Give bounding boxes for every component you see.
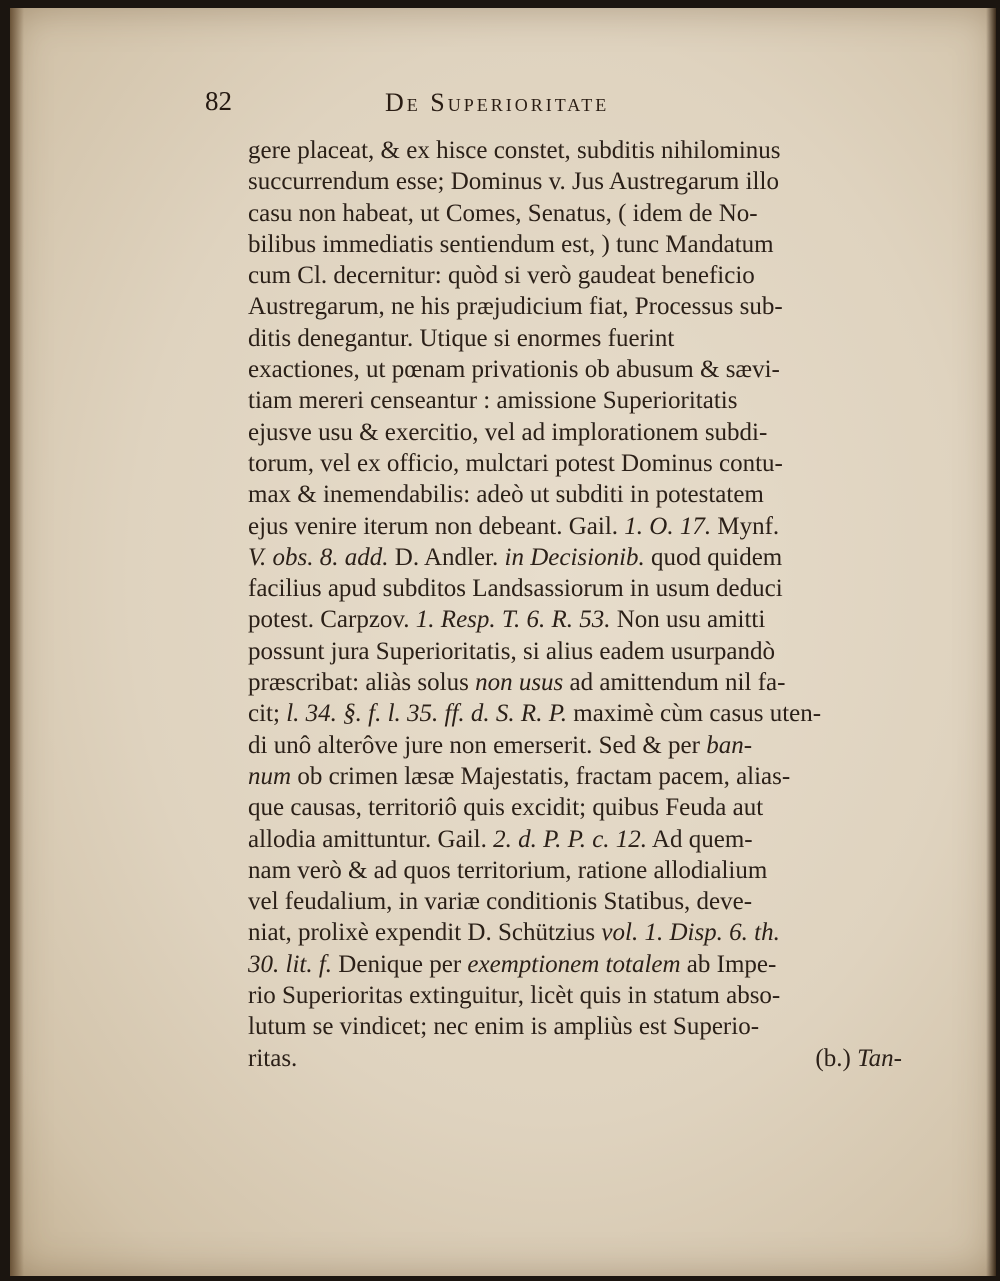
text-run: D. Andler.	[388, 543, 505, 571]
italic-citation: ban-	[706, 731, 753, 759]
text-line	[248, 260, 908, 291]
text-run: possunt jura Superioritatis, si alius eadem usurpandò	[248, 637, 776, 665]
page-gutter-shadow	[10, 8, 24, 1276]
italic-citation: exemptionem totalem	[467, 950, 681, 978]
text-line	[248, 417, 908, 448]
text-line	[248, 291, 908, 322]
text-line	[248, 542, 908, 573]
italic-citation: vol. 1. Disp. 6. th.	[601, 919, 780, 947]
text-line	[248, 730, 908, 761]
italic-citation: l. 34. §. f. l. 35. ff. d. S. R. P.	[286, 700, 567, 728]
text-run: nam verò & ad quos territorium, ratione allodialium	[248, 856, 768, 884]
text-run: di unô alterôve jure non emerserit. Sed & per	[248, 731, 707, 759]
catchword-italic: Tan-	[857, 1044, 902, 1072]
text-run: casu non habeat, ut Comes, Senatus, ( idem de No-	[248, 199, 758, 227]
text-line	[248, 573, 908, 604]
italic-citation: non usus	[475, 669, 564, 697]
text-run: cum Cl. decernitur: quòd si verò gaudeat beneficio	[248, 262, 755, 290]
text-run: exactiones, ut pœnam privationis ob abusum & sævi-	[248, 356, 780, 384]
text-line	[248, 385, 908, 416]
text-line	[248, 1011, 908, 1042]
text-line	[248, 698, 908, 729]
text-line	[248, 479, 908, 510]
text-line	[248, 1043, 908, 1074]
text-run: ejusve usu & exercitio, vel ad implorationem subdi-	[248, 418, 768, 446]
text-run: quod quidem	[644, 543, 783, 571]
italic-citation: 2. d. P. P. c. 12.	[493, 825, 648, 853]
italic-citation: 1. O. 17.	[624, 512, 712, 540]
text-run: maximè cùm casus uten-	[567, 700, 822, 728]
text-run: Non usu amitti	[610, 606, 766, 634]
text-run: ab Impe-	[680, 950, 777, 978]
body-text	[248, 135, 908, 1074]
text-run: Denique per	[332, 950, 468, 978]
text-line	[248, 824, 908, 855]
text-run: ad amittendum nil fa-	[563, 669, 786, 697]
text-line	[248, 229, 908, 260]
italic-citation: V. obs. 8. add.	[248, 543, 389, 571]
text-run: rio Superioritas extinguitur, licèt quis in statum abso-	[248, 982, 781, 1010]
italic-citation: 1. Resp. T. 6. R. 53.	[415, 606, 611, 634]
text-line	[248, 135, 908, 166]
text-line	[248, 792, 908, 823]
text-run: allodia amittuntur. Gail.	[248, 825, 494, 853]
text-line	[248, 604, 908, 635]
text-line	[248, 511, 908, 542]
text-run: facilius apud subditos Landsassiorum in usum deduci	[248, 575, 783, 603]
text-run: max & inemendabilis: adeò ut subditi in potestatem	[248, 481, 764, 509]
text-run: cit;	[248, 700, 287, 728]
catchword	[815, 1043, 908, 1074]
running-title: De Superioritate	[385, 88, 610, 117]
text-run: succurrendum esse; Dominus v. Jus Austregarum illo	[248, 168, 779, 196]
text-line	[248, 980, 908, 1011]
text-run: ob crimen læsæ Majestatis, fractam pacem, alias-	[291, 762, 791, 790]
text-run: ritas.	[248, 1044, 298, 1072]
text-run: gere placeat, & ex hisce constet, subditis nihilominus	[248, 137, 781, 164]
text-line	[248, 667, 908, 698]
text-run: torum, vel ex officio, mulctari potest Dominus contu-	[248, 449, 783, 477]
text-run: ditis denegantur. Utique si enormes fuerint	[248, 324, 675, 352]
text-run: tiam mereri censeantur : amissione Superioritatis	[248, 387, 738, 415]
italic-citation: 30. lit. f.	[248, 950, 333, 978]
text-run: lutum se vindicet; nec enim is ampliùs est Superio-	[248, 1013, 760, 1041]
text-line	[248, 761, 908, 792]
text-line	[248, 166, 908, 197]
text-run: bilibus immediatis sentiendum est, ) tunc Mandatum	[248, 230, 774, 258]
text-run: præscribat: aliàs solus	[248, 669, 476, 697]
italic-citation: in Decisionib.	[504, 543, 645, 571]
text-line	[248, 636, 908, 667]
page-edge-shadow	[986, 8, 996, 1276]
text-line	[248, 886, 908, 917]
text-line	[248, 354, 908, 385]
text-run: vel feudalium, in variæ conditionis Statibus, deve-	[248, 888, 753, 916]
text-run: ejus venire iterum non debeant. Gail.	[248, 512, 625, 540]
text-line	[248, 855, 908, 886]
text-line	[248, 448, 908, 479]
text-line	[248, 917, 908, 948]
text-run: Mynf.	[711, 512, 780, 540]
page-number: 82	[205, 86, 232, 116]
text-line	[248, 198, 908, 229]
catchword-text: (b.)	[815, 1044, 858, 1072]
italic-citation: num	[248, 762, 292, 790]
text-run: que causas, territoriô quis excidit; quibus Feuda aut	[248, 794, 764, 822]
text-line	[248, 949, 908, 980]
page-header	[205, 86, 905, 126]
text-run: Austregarum, ne his præjudicium fiat, Processus sub-	[248, 293, 783, 321]
text-run: potest. Carpzov.	[248, 606, 416, 634]
text-run: Ad quem-	[647, 825, 753, 853]
text-line	[248, 323, 908, 354]
text-run: niat, prolixè expendit D. Schützius	[248, 919, 602, 947]
